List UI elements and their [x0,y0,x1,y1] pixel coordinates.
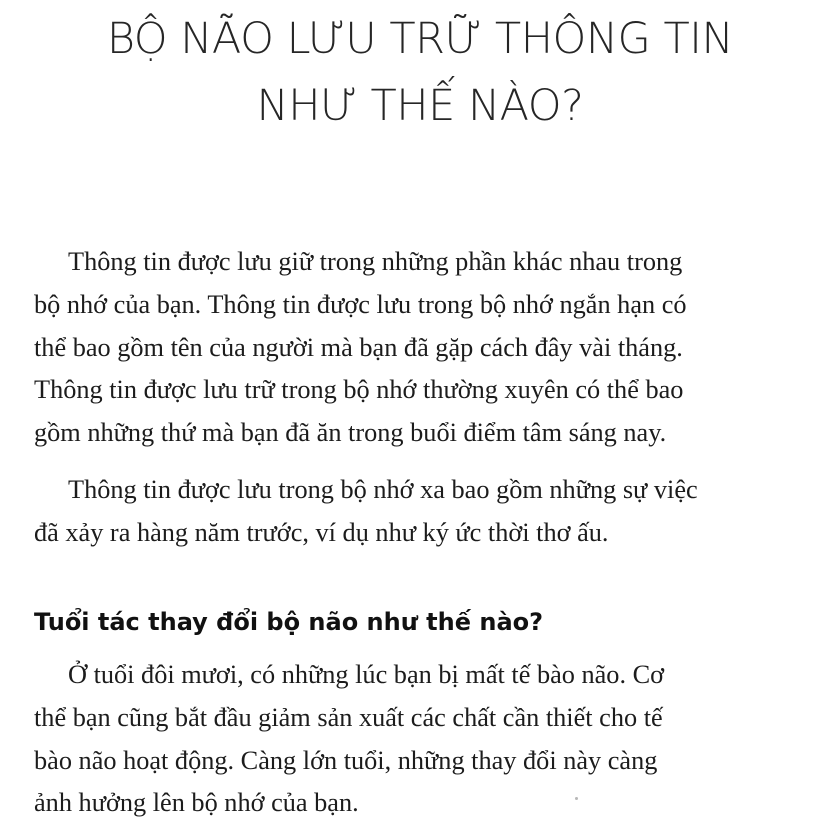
scan-speck [575,797,578,800]
paragraph-line: thể bao gồm tên của người mà bạn đã gặp cách đây vài tháng. [34,332,683,362]
paragraph-line: bộ nhớ của bạn. Thông tin được lưu trong bộ nhớ ngắn hạn có [34,289,687,319]
paragraph-line: bào não hoạt động. Càng lớn tuổi, những thay đổi này càng [34,745,658,775]
paragraph-line: Thông tin được lưu trong bộ nhớ xa bao gồm những sự việc [68,475,698,504]
paragraph-line: ảnh hưởng lên bộ nhớ của bạn. [34,788,359,818]
paragraph-line: Ở tuổi đôi mươi, có những lúc bạn bị mất tế bào não. Cơ [68,660,665,689]
paragraph-line: thể bạn cũng bắt đầu giảm sản xuất các chất cần thiết cho tế [34,702,663,732]
section-heading: Tuổi tác thay đổi bộ não như thế nào? [34,608,544,636]
page-title-line-1: BỘ NÃO LƯU TRỮ THÔNG TIN [106,14,734,64]
paragraph-line: Thông tin được lưu giữ trong những phần khác nhau trong [68,247,683,276]
paragraph-storage [34,241,812,455]
paragraph-long-term-memory [34,469,812,555]
page-title [0,6,840,140]
paragraph-line: gồm những thứ mà bạn đã ăn trong buổi điểm tâm sáng nay. [34,418,667,448]
page-title-line-2: NHƯ THẾ NÀO? [256,81,584,131]
paragraph-line: Thông tin được lưu trữ trong bộ nhớ thường xuyên có thể bao [34,375,684,405]
paragraph-aging [34,654,812,825]
paragraph-line: đã xảy ra hàng năm trước, ví dụ như ký ức thời thơ ấu. [34,517,609,547]
